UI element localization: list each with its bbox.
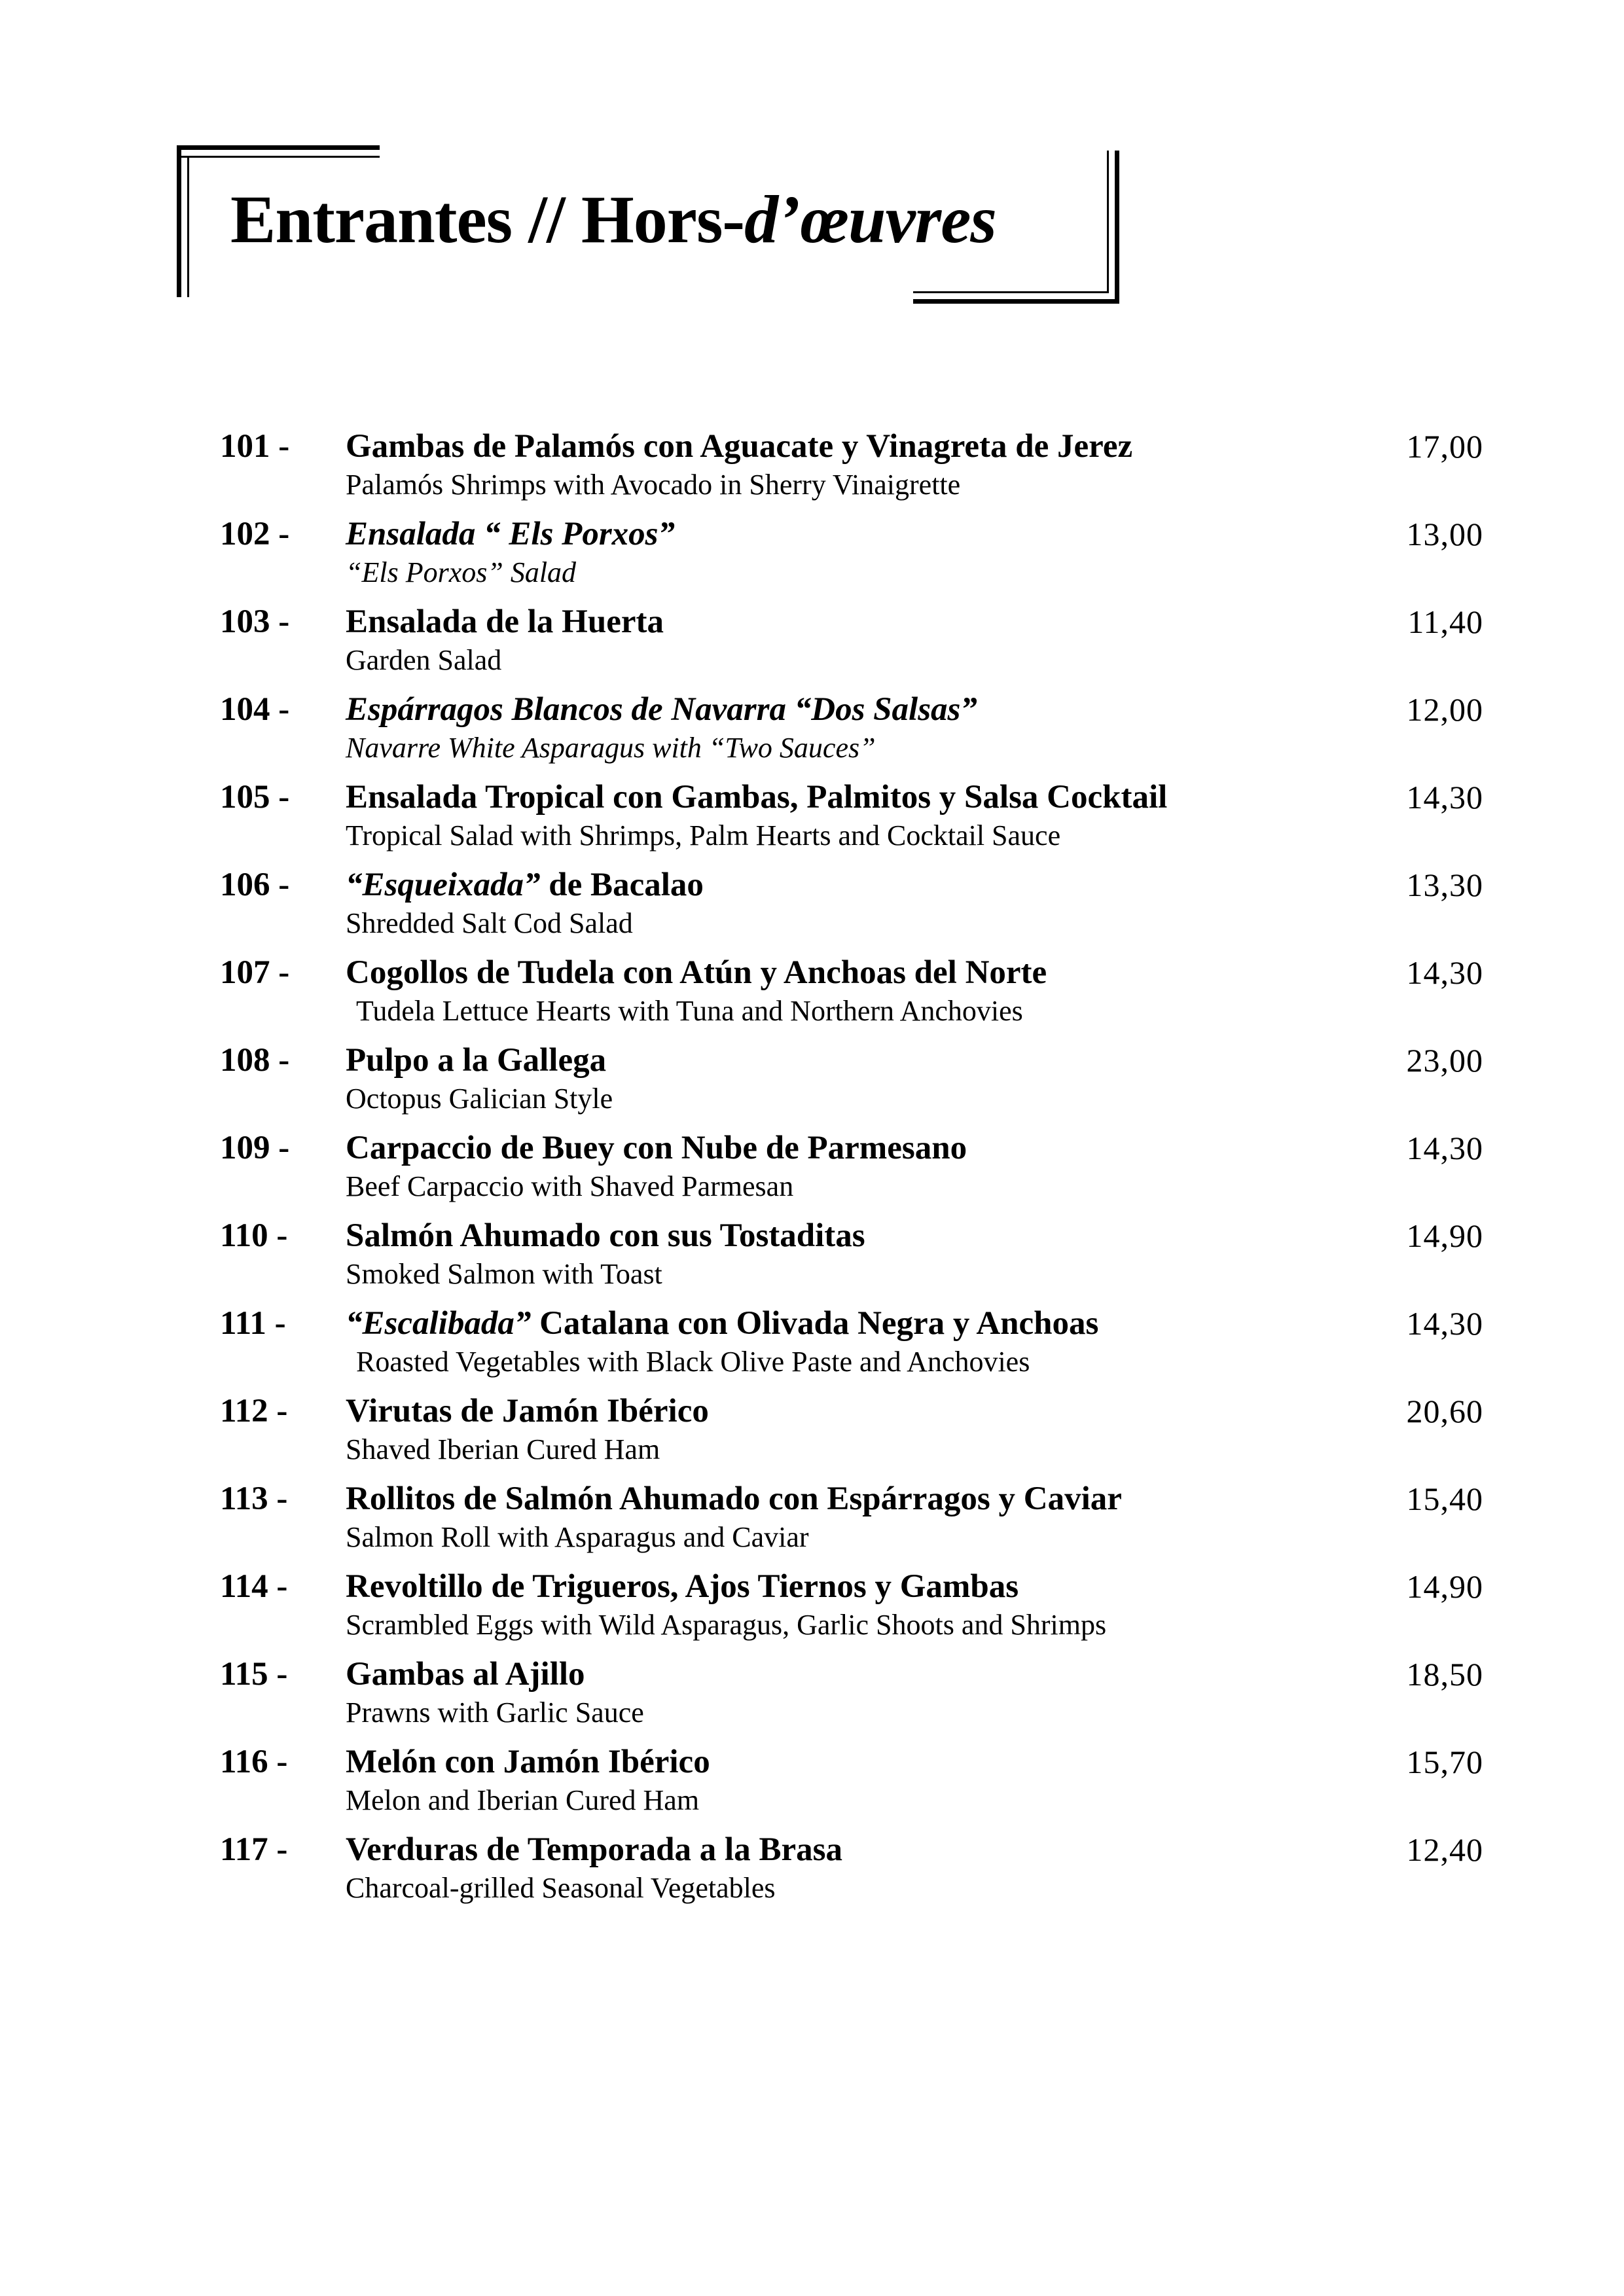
menu-list <box>220 427 1483 1918</box>
item-price: 14,30 <box>1406 1305 1483 1342</box>
menu-item <box>220 602 1483 690</box>
menu-item <box>220 1041 1483 1128</box>
item-number: 116 - <box>220 1744 288 1780</box>
item-name: Salmón Ahumado con sus Tostaditas <box>346 1217 865 1254</box>
menu-item <box>220 514 1483 602</box>
frame-line <box>1107 151 1109 293</box>
item-name: Revoltillo de Trigueros, Ajos Tiernos y Gambas <box>346 1568 1019 1605</box>
menu-item <box>220 1830 1483 1918</box>
item-price: 17,00 <box>1406 428 1483 465</box>
item-number: 107 - <box>220 954 290 991</box>
item-number: 101 - <box>220 428 290 465</box>
item-description: Garden Salad <box>346 644 502 676</box>
item-description: Beef Carpaccio with Shaved Parmesan <box>346 1170 794 1202</box>
item-description: Shaved Iberian Cured Ham <box>346 1433 660 1465</box>
item-price: 15,70 <box>1406 1744 1483 1780</box>
item-number: 104 - <box>220 691 290 728</box>
item-price: 23,00 <box>1406 1042 1483 1079</box>
item-price: 14,90 <box>1406 1568 1483 1605</box>
item-number: 117 - <box>220 1831 288 1868</box>
item-price: 14,30 <box>1406 779 1483 816</box>
item-number: 112 - <box>220 1393 288 1429</box>
item-name: Verduras de Temporada a la Brasa <box>346 1831 842 1868</box>
item-number: 114 - <box>220 1568 288 1605</box>
item-name: Virutas de Jamón Ibérico <box>346 1393 709 1429</box>
item-name: Cogollos de Tudela con Atún y Anchoas del Norte <box>346 954 1047 991</box>
item-name-rest: Catalana con Olivada Negra y Anchoas <box>531 1305 1099 1342</box>
menu-item <box>220 778 1483 865</box>
item-description: Charcoal-grilled Seasonal Vegetables <box>346 1872 776 1904</box>
item-price: 18,50 <box>1406 1656 1483 1693</box>
item-name: Ensalada “ Els Porxos” <box>346 516 676 552</box>
frame-line <box>913 299 1119 304</box>
item-name <box>346 1304 1098 1343</box>
item-number: 102 - <box>220 516 290 552</box>
item-description: Tudela Lettuce Hearts with Tuna and Northern Anchovies <box>356 995 1023 1027</box>
item-description: Octopus Galician Style <box>346 1083 613 1115</box>
item-name-rest: de Bacalao <box>540 867 704 903</box>
item-description: “Els Porxos” Salad <box>346 556 577 588</box>
frame-line <box>177 145 380 150</box>
item-name: Espárragos Blancos de Navarra “Dos Salsas” <box>346 691 977 728</box>
title-frame <box>177 145 1119 304</box>
menu-item <box>220 1391 1483 1479</box>
item-price: 12,00 <box>1406 691 1483 728</box>
menu-item <box>220 690 1483 778</box>
item-name: Gambas al Ajillo <box>346 1656 585 1693</box>
item-description: Palamós Shrimps with Avocado in Sherry Vinaigrette <box>346 469 961 501</box>
item-name: Carpaccio de Buey con Nube de Parmesano <box>346 1130 967 1166</box>
item-number: 110 - <box>220 1217 288 1254</box>
frame-line <box>177 145 181 297</box>
item-price: 15,40 <box>1406 1480 1483 1517</box>
item-number: 105 - <box>220 779 290 816</box>
menu-item <box>220 1216 1483 1304</box>
page-title-italic: d’œuvres <box>744 182 996 257</box>
item-name: Melón con Jamón Ibérico <box>346 1744 710 1780</box>
item-price: 20,60 <box>1406 1393 1483 1429</box>
item-name-italic: “Escalibada” <box>346 1305 532 1342</box>
item-description: Salmon Roll with Asparagus and Caviar <box>346 1521 809 1553</box>
frame-line <box>187 156 189 297</box>
item-price: 13,30 <box>1406 867 1483 903</box>
item-description: Scrambled Eggs with Wild Asparagus, Garlic Shoots and Shrimps <box>346 1609 1107 1641</box>
page-title <box>230 182 996 257</box>
menu-item <box>220 1567 1483 1655</box>
item-description: Prawns with Garlic Sauce <box>346 1696 644 1729</box>
item-price: 14,30 <box>1406 954 1483 991</box>
menu-item <box>220 953 1483 1041</box>
item-name: Ensalada de la Huerta <box>346 603 664 640</box>
item-price: 11,40 <box>1407 603 1483 640</box>
menu-item <box>220 427 1483 514</box>
item-description: Tropical Salad with Shrimps, Palm Hearts and Cocktail Sauce <box>346 819 1061 852</box>
menu-item <box>220 1304 1483 1391</box>
item-name-italic: “Esqueixada” <box>346 867 541 903</box>
item-number: 109 - <box>220 1130 290 1166</box>
item-price: 12,40 <box>1406 1831 1483 1868</box>
item-price: 14,90 <box>1406 1217 1483 1254</box>
item-number: 115 - <box>220 1656 288 1693</box>
item-name: Rollitos de Salmón Ahumado con Espárragos y Caviar <box>346 1480 1122 1517</box>
item-name: Pulpo a la Gallega <box>346 1042 607 1079</box>
menu-item <box>220 1742 1483 1830</box>
item-name: Gambas de Palamós con Aguacate y Vinagreta de Jerez <box>346 428 1133 465</box>
item-number: 103 - <box>220 603 290 640</box>
item-name <box>346 865 704 905</box>
item-description: Melon and Iberian Cured Ham <box>346 1784 700 1816</box>
frame-line <box>177 156 380 158</box>
item-price: 13,00 <box>1406 516 1483 552</box>
item-description: Smoked Salmon with Toast <box>346 1258 662 1290</box>
frame-line <box>913 291 1109 293</box>
menu-item <box>220 1128 1483 1216</box>
item-price: 14,30 <box>1406 1130 1483 1166</box>
item-number: 111 - <box>220 1305 286 1342</box>
item-name: Ensalada Tropical con Gambas, Palmitos y Salsa Cocktail <box>346 779 1168 816</box>
menu-item <box>220 1655 1483 1742</box>
item-description: Navarre White Asparagus with “Two Sauces” <box>346 732 876 764</box>
item-number: 106 - <box>220 867 290 903</box>
item-description: Shredded Salt Cod Salad <box>346 907 633 939</box>
menu-item <box>220 865 1483 953</box>
menu-item <box>220 1479 1483 1567</box>
item-number: 113 - <box>220 1480 288 1517</box>
item-number: 108 - <box>220 1042 290 1079</box>
page-title-main: Entrantes // Hors- <box>230 182 745 257</box>
item-description: Roasted Vegetables with Black Olive Paste and Anchovies <box>356 1346 1030 1378</box>
frame-line <box>1115 151 1119 304</box>
